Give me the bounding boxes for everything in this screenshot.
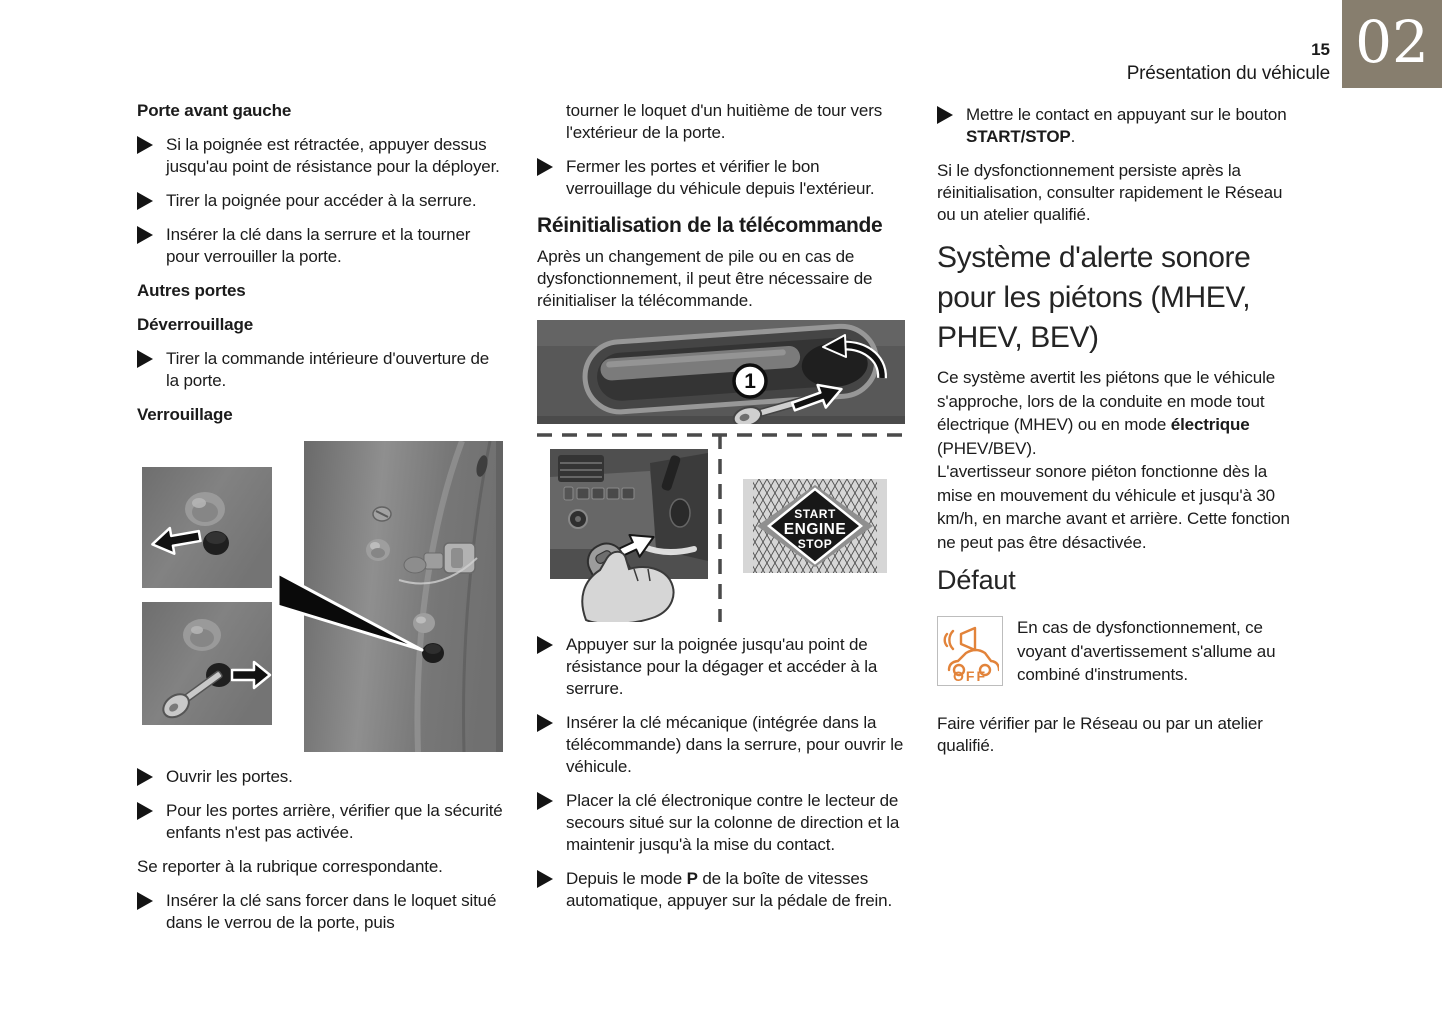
door-lock-key-turn-image — [142, 602, 272, 725]
list-item-text: Insérer la clé sans forcer dans le loquet situé dans le verrou de la porte, puis — [166, 891, 497, 932]
figure-remote-reset — [537, 432, 905, 622]
engine-label: ENGINE — [783, 521, 847, 538]
door-lock-knob-unlock-image — [142, 467, 272, 588]
list-item — [137, 800, 505, 844]
warning-lamp-description: En cas de dysfonctionnement, ce voyant d'avertissement s'allume au combiné d'instruments. — [1017, 618, 1276, 684]
heading-porte-avant-gauche: Porte avant gauche — [137, 101, 292, 120]
key-fob-steering-column-image — [550, 449, 708, 622]
screw-icon — [373, 507, 391, 521]
stop-label: STOP — [797, 537, 833, 551]
start-label: START — [794, 507, 836, 521]
bullet-triangle-icon — [137, 226, 153, 244]
door-edge-lock-image — [304, 441, 503, 752]
bullet-triangle-icon — [137, 136, 153, 154]
heading-verrouillage: Verrouillage — [137, 405, 233, 424]
bullet-triangle-icon — [137, 350, 153, 368]
chapter-badge — [1342, 0, 1442, 88]
dashed-divider-vertical — [717, 432, 723, 622]
bullet-triangle-icon — [137, 802, 153, 820]
list-item-text: Tirer la poignée pour accéder à la serrure. — [166, 191, 477, 210]
heading-reinitialisation: Réinitialisation de la télécommande — [537, 214, 883, 237]
list-item — [137, 348, 505, 392]
list-item-text: Tirer la commande intérieure d'ouverture de la porte. — [166, 349, 490, 390]
list-item — [537, 156, 905, 200]
bullet-triangle-icon — [537, 158, 553, 176]
paragraph-text-bold: électrique — [1170, 415, 1250, 434]
list-item — [137, 890, 505, 934]
list-item-text: Ouvrir les portes. — [166, 767, 293, 786]
column-left — [137, 100, 505, 946]
list-item-text: Fermer les portes et vérifier le bon verrouillage du véhicule depuis l'extérieur. — [566, 157, 875, 198]
bullet-triangle-icon — [537, 792, 553, 810]
list-item — [937, 104, 1305, 148]
paragraph-text: (PHEV/BEV). — [937, 438, 1037, 458]
paragraph: Faire vérifier par le Réseau ou par un atelier qualifié. — [937, 713, 1263, 755]
heading-defaut: Défaut — [937, 565, 1016, 595]
figure-door-lock — [137, 440, 505, 752]
bullet-triangle-icon — [537, 714, 553, 732]
paragraph: Si le dysfonctionnement persiste après la réinitialisation, consulter rapidement le Réseau ou un atelier qualifié. — [937, 161, 1283, 224]
figure-callout-1: 1 — [744, 370, 756, 393]
list-item-text: Si la poignée est rétractée, appuyer dessus jusqu'au point de résistance pour la déployer. — [166, 135, 500, 176]
list-item-text: Insérer la clé dans la serrure et la tourner pour verrouiller la porte. — [166, 225, 471, 266]
list-item-text-bold: START/STOP — [966, 127, 1071, 146]
list-item-text: de la boîte de vitesses automatique, appuyer sur la pédale de frein. — [566, 869, 893, 910]
list-item — [137, 134, 505, 178]
list-item — [537, 634, 905, 700]
page-number: 15 — [1311, 40, 1330, 59]
list-item-text: Placer la clé électronique contre le lecteur de secours situé sur la colonne de direction et la maintenir jusqu'à la mise du contact. — [566, 791, 900, 854]
list-item-text: Mettre le contact en appuyant sur le bouton — [966, 105, 1287, 124]
heading-deverrouillage: Déverrouillage — [137, 315, 254, 334]
start-engine-stop-button-image — [743, 479, 887, 573]
paragraph-text: Ce système avertit les piétons que le véhicule s'approche, lors de la conduite en mode tout électrique (MHEV) ou en mode — [937, 368, 1275, 434]
bullet-triangle-icon — [937, 106, 953, 124]
warning-lamp-box — [937, 616, 1003, 686]
content-columns — [137, 100, 1305, 946]
heading-systeme-alerte: Système d'alerte sonore pour les piétons (MHEV, PHEV, BEV) — [937, 241, 1251, 354]
bullet-triangle-icon — [137, 192, 153, 210]
paragraph: Après un changement de pile ou en cas de dysfonctionnement, il peut être nécessaire de réinitialiser la télécommande. — [537, 247, 873, 310]
bullet-triangle-icon — [537, 636, 553, 654]
bullet-triangle-icon — [137, 892, 153, 910]
list-item — [137, 190, 505, 212]
column-middle — [537, 100, 905, 946]
warning-lamp-row — [937, 616, 1305, 687]
off-label: OFF — [953, 668, 987, 682]
column-right — [937, 100, 1305, 946]
bullet-triangle-icon — [137, 768, 153, 786]
paragraph: Se reporter à la rubrique correspondante. — [137, 857, 443, 876]
list-item — [137, 766, 505, 788]
list-item-text-bold: P — [686, 869, 698, 888]
chapter-number: 02 — [1355, 8, 1429, 76]
heading-autres-portes: Autres portes — [137, 281, 246, 300]
figure-door-handle-key — [537, 320, 905, 424]
list-item-continuation: tourner le loquet d'un huitième de tour vers l'extérieur de la porte. — [566, 101, 883, 142]
list-item-text: Pour les portes arrière, vérifier que la sécurité enfants n'est pas activée. — [166, 801, 503, 842]
list-item — [537, 790, 905, 856]
list-item-text: Depuis le mode — [566, 869, 687, 888]
pedestrian-alert-off-icon — [941, 620, 999, 682]
paragraph — [937, 366, 1305, 460]
bullet-triangle-icon — [537, 870, 553, 888]
list-item — [137, 224, 505, 268]
list-item-text: . — [1070, 127, 1076, 146]
list-item-text: Insérer la clé mécanique (intégrée dans la télécommande) dans la serrure, pour ouvrir le véhicule. — [566, 713, 904, 776]
list-item — [537, 868, 905, 912]
list-item — [537, 712, 905, 778]
vent — [558, 455, 604, 482]
list-item-text: Appuyer sur la poignée jusqu'au point de résistance pour la dégager et accéder à la serrure. — [566, 635, 878, 698]
paragraph: L'avertisseur sonore piéton fonctionne dès la mise en mouvement du véhicule et jusqu'à 30 km/h, en marche avant et arrière. Cette fonction ne peut pas être désactivée. — [937, 462, 1290, 552]
section-title: Présentation du véhicule — [1126, 63, 1330, 84]
